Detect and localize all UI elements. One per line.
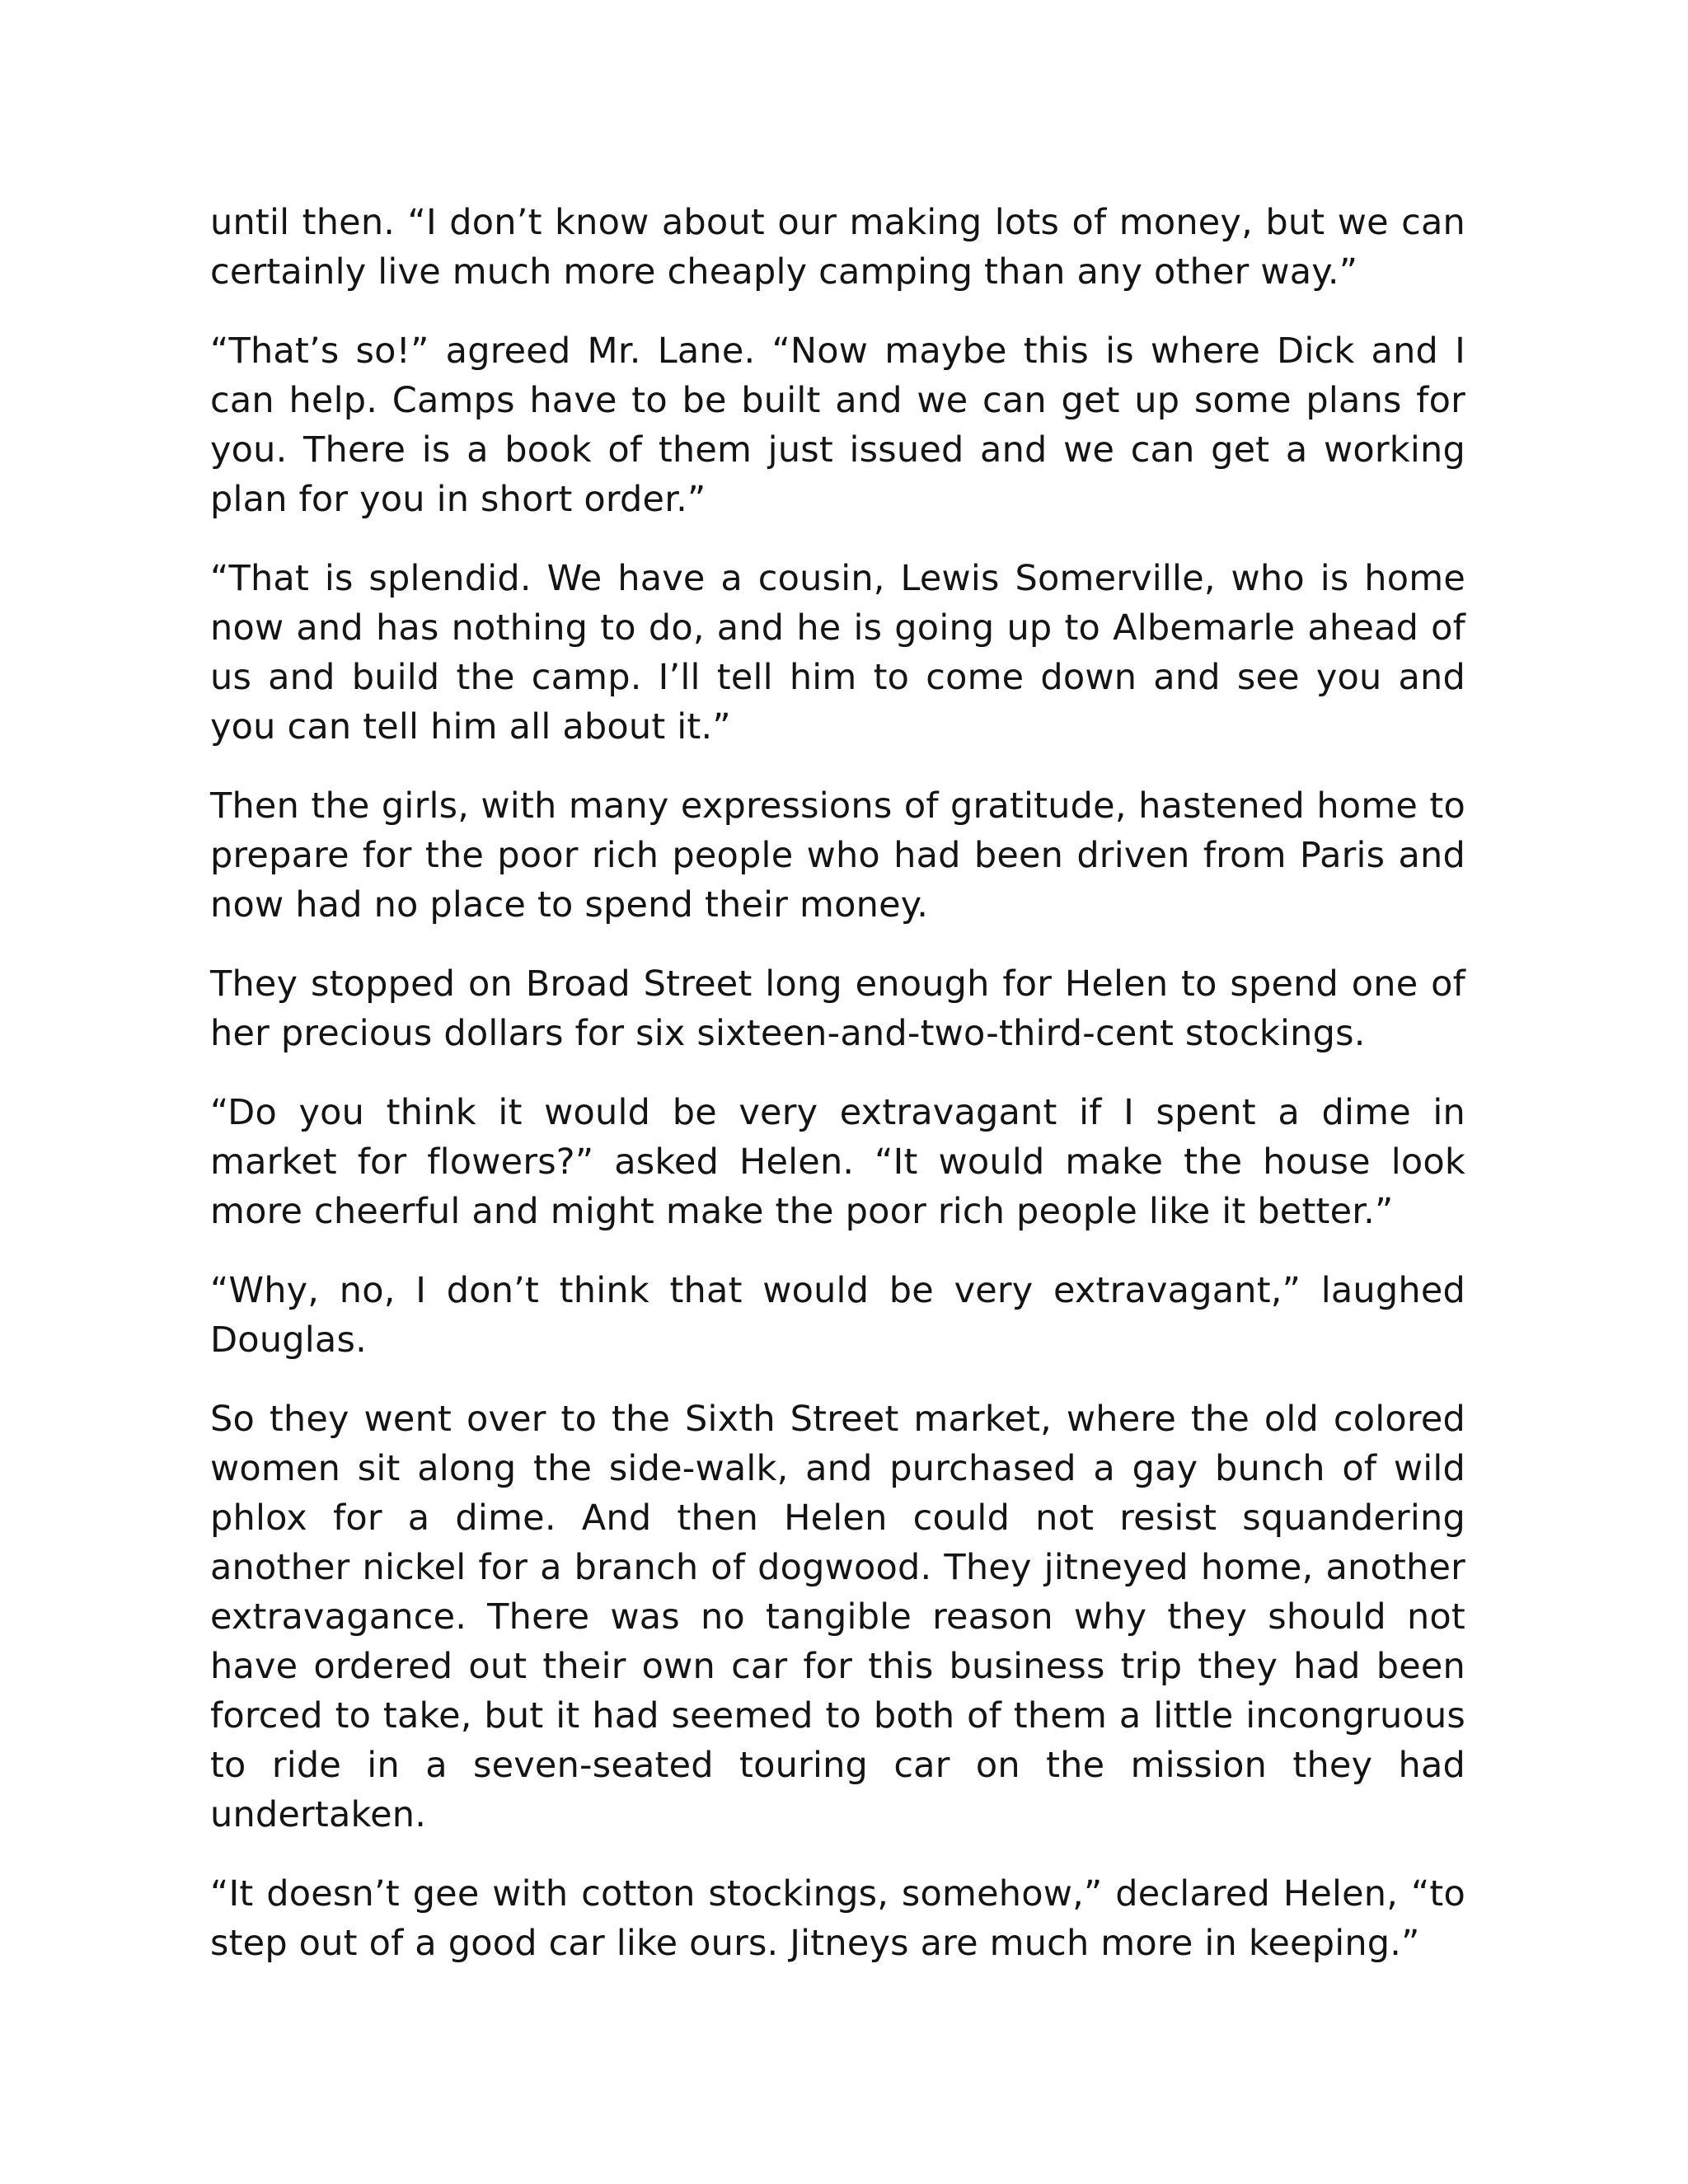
paragraph-3: “That is splendid. We have a cousin, Lewis Somerville, who is home now and has nothing to do, and he is going up to Albemarle ahead of us and build the camp. I’ll tell him to come down and see you and you can tell him all about it.” [210, 558, 1465, 748]
paragraph-7: “Why, no, I don’t think that would be very extravagant,” laughed Douglas. [210, 1270, 1465, 1361]
paragraph-4: Then the girls, with many expressions of gratitude, hastened home to prepare for the poor rich people who had been driven from Paris and now had no place to spend their money. [210, 785, 1465, 926]
paragraph-6: “Do you think it would be very extravagant if I spent a dime in market for flowers?” asked Helen. “It would make the house look more cheerful and might make the poor rich people like it better.” [210, 1092, 1465, 1232]
paragraph-1: until then. “I don’t know about our making lots of money, but we can certainly live much more cheaply camping than any other way.” [210, 202, 1465, 293]
paragraph-5: They stopped on Broad Street long enough for Helen to spend one of her precious dollars for six sixteen-and-two-third-cent stockings. [210, 963, 1465, 1054]
paragraph-8: So they went over to the Sixth Street market, where the old colored women sit along the side-walk, and purchased a gay bunch of wild phlox for a dime. And then Helen could not resist squandering another nickel for a branch of dogwood. They jitneyed home, another extravagance. There was no tangible reason why they should not have ordered out their own car for this business trip they had been forced to take, but it had seemed to both of them a little incongruous to ride in a seven-seated touring car on the mission they had undertaken. [210, 1399, 1465, 1835]
body-text [210, 198, 1465, 1998]
paragraph-2: “That’s so!” agreed Mr. Lane. “Now maybe this is where Dick and I can help. Camps have to be built and we can get up some plans for you. There is a book of them just issued and we can get a working plan for you in short order.” [210, 330, 1465, 520]
paragraph-9: “It doesn’t gee with cotton stockings, somehow,” declared Helen, “to step out of a good car like ours. Jitneys are much more in keeping.” [210, 1873, 1465, 1964]
